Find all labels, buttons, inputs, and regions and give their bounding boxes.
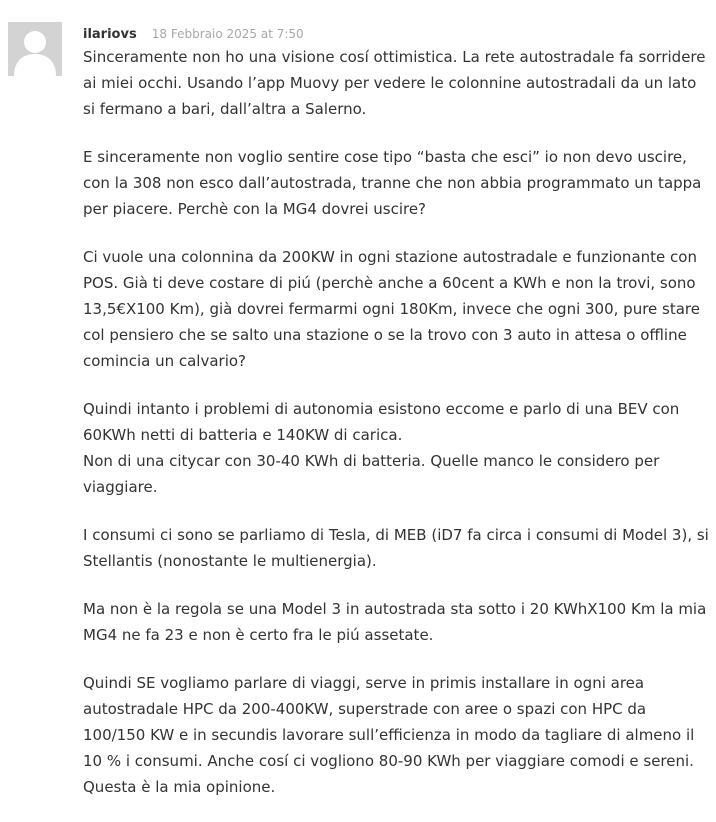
comment-body xyxy=(83,44,711,822)
comment-date[interactable]: 18 Febbraio 2025 at 7:50 xyxy=(151,27,304,41)
comment-paragraph-5: I consumi ci sono se parliamo di Tesla, di MEB (iD7 fa circa i consumi di Model 3), si Stellantis (nonostante le multienergia). xyxy=(83,526,709,570)
comment-paragraph-1: Sinceramente non ho una visione cosí ottimistica. La rete autostradale fa sorridere ai miei occhi. Usando l’app Muovy per vedere le colonnine autostradali da un lato si fermano a bari, dall’altra a Salerno. xyxy=(83,48,706,118)
comment-paragraph-2: E sinceramente non voglio sentire cose tipo “basta che esci” io non devo uscire, con la 308 non esco dall’autostrada, tranne che non abbia programmato un tappa per piacere. Perchè con la MG4 dovrei uscire? xyxy=(83,148,702,218)
comment-paragraph-3: Ci vuole una colonnina da 200KW in ogni stazione autostradale e funzionante con POS. Già ti deve costare di piú (perchè anche a 60cent a KWh e non la trovi, sono 13,5€X100 Km), già dovrei fermarmi ogni 180Km, invece che ogni 300, pure stare col pensiero che se salto una stazione o se la trovo con 3 auto in attesa o offline comincia un calvario? xyxy=(83,248,700,370)
default-user-avatar-icon xyxy=(8,22,62,76)
comment-author[interactable]: ilariovs xyxy=(83,27,137,42)
comment-meta xyxy=(83,23,304,42)
comment-paragraph-4: Quindi intanto i problemi di autonomia esistono eccome e parlo di una BEV con 60KWh netti di batteria e 140KW di carica. Non di una citycar con 30-40 KWh di batteria. Quelle manco le considero per viaggiare. xyxy=(83,400,680,496)
comment-paragraph-6: Ma non è la regola se una Model 3 in autostrada sta sotto i 20 KWhX100 Km la mia MG4 ne fa 23 e non è certo fra le piú assetate. xyxy=(83,600,707,644)
comment-paragraph-7: Quindi SE vogliamo parlare di viaggi, serve in primis installare in ogni area autostradale HPC da 200-400KW, superstrade con aree o spazi con HPC da 100/150 KW e in secundis lavorare sull’efficienza in modo da tagliare di almeno il 10 % i consumi. Anche cosí ci vogliono 80-90 KWh per viaggiare comodi e sereni. Questa è la mia opinione. xyxy=(83,674,695,796)
